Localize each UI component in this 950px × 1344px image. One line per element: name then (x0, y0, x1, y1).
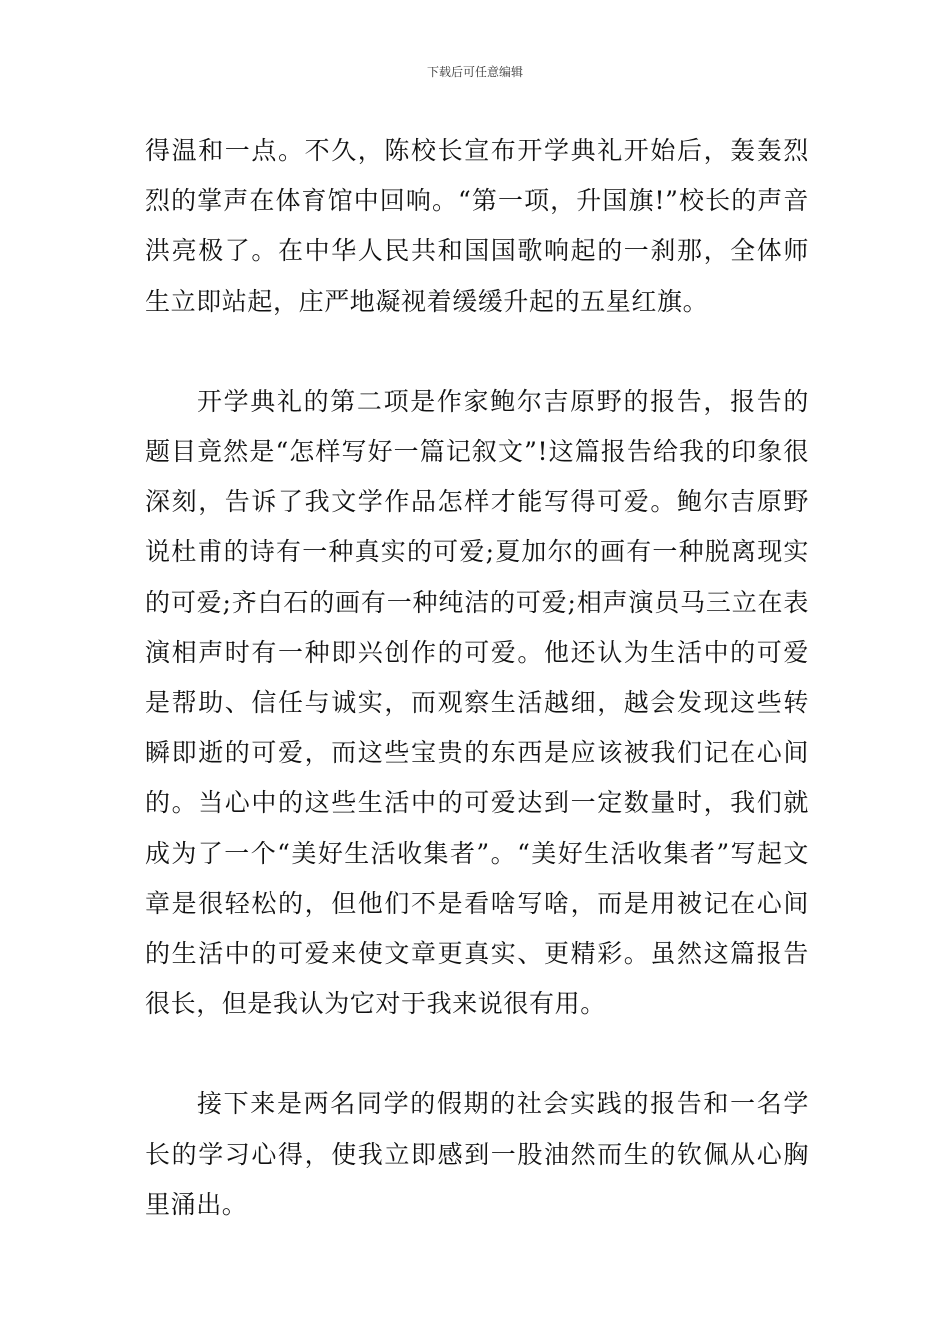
paragraph-2: 开学典礼的第二项是作家鲍尔吉原野的报告，报告的题目竟然是“怎样写好一篇记叙文”!这篇报告给我的印象很深刻，告诉了我文学作品怎样才能写得可爱。鲍尔吉原野说杜甫的诗有一种真实的可爱;夏加尔的画有一种脱离现实的可爱;齐白石的画有一种纯洁的可爱;相声演员马三立在表演相声时有一种即兴创作的可爱。他还认为生活中的可爱是帮助、信任与诚实，而观察生活越细，越会发现这些转瞬即逝的可爱，而这些宝贵的东西是应该被我们记在心间的。当心中的这些生活中的可爱达到一定数量时，我们就成为了一个“美好生活收集者”。“美好生活收集者”写起文章是很轻松的，但他们不是看啥写啥，而是用被记在心间的生活中的可爱来使文章更真实、更精彩。虽然这篇报告很长，但是我认为它对于我来说很有用。 (145, 386, 809, 1019)
paragraph-3: 接下来是两名同学的假期的社会实践的报告和一名学长的学习心得，使我立即感到一股油然而生的钦佩从心胸里涌出。 (145, 1089, 809, 1219)
document-body (145, 126, 809, 1230)
page-header: 下载后可任意编辑 (426, 65, 523, 79)
paragraph-1: 得温和一点。不久，陈校长宣布开学典礼开始后，轰轰烈烈的掌声在体育馆中回响。“第一项，升国旗!”校长的声音洪亮极了。在中华人民共和国国歌响起的一刹那，全体师生立即站起，庄严地凝视着缓缓升起的五星红旗。 (145, 136, 809, 316)
